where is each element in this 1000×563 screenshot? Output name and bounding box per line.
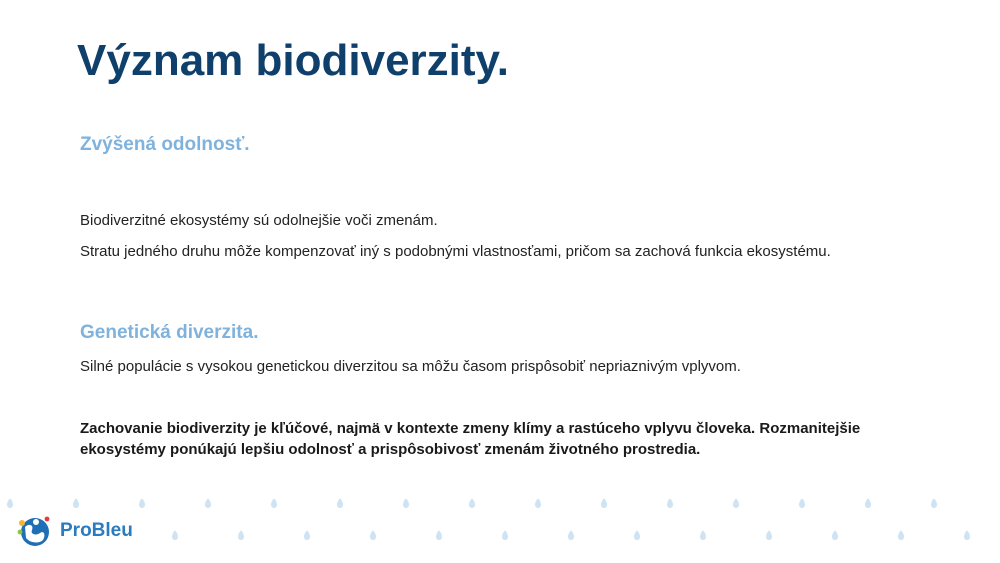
water-drop-icon: [634, 530, 640, 540]
water-drop-icon: [898, 530, 904, 540]
water-drop-icon: [469, 498, 475, 508]
water-drop-icon: [766, 530, 772, 540]
body-text: Stratu jedného druhu môže kompenzovať iný s podobnými vlastnosťami, pričom sa zachová funkcia ekosystému.: [80, 243, 831, 260]
water-drop-icon: [700, 530, 706, 540]
conclusion-text: Zachovanie biodiverzity je kľúčové, najmä v kontexte zmeny klímy a rastúceho vplyvu človeka. Rozmanitejšie ekosystémy ponúkajú lepšiu odolnosť a prispôsobivosť zmenám životného prostredia.: [80, 420, 861, 458]
water-drop-icon: [205, 498, 211, 508]
water-drop-icon: [172, 530, 178, 540]
water-drop-icon: [139, 498, 145, 508]
water-drop-icon: [337, 498, 343, 508]
globe-figure-icon: [16, 513, 54, 549]
water-drop-icon: [271, 498, 277, 508]
water-drop-icon: [733, 498, 739, 508]
water-drop-icon: [832, 530, 838, 540]
water-drop-icon: [238, 530, 244, 540]
water-drop-icon: [667, 498, 673, 508]
water-drop-icon: [535, 498, 541, 508]
water-drop-icon: [865, 498, 871, 508]
water-drop-icon: [799, 498, 805, 508]
water-drop-icon: [7, 498, 13, 508]
water-drop-icon: [370, 530, 376, 540]
water-drop-pattern: [0, 490, 1000, 550]
water-drop-icon: [73, 498, 79, 508]
water-drop-icon: [502, 530, 508, 540]
water-drop-icon: [568, 530, 574, 540]
water-drop-icon: [931, 498, 937, 508]
section-heading-resilience: Zvýšená odolnosť.: [80, 134, 250, 155]
water-drop-icon: [601, 498, 607, 508]
body-text: Biodiverzitné ekosystémy sú odolnejšie voči zmenám.: [80, 212, 438, 229]
water-drop-icon: [304, 530, 310, 540]
slide-title: Význam biodiverzity.: [77, 36, 509, 85]
water-drop-icon: [436, 530, 442, 540]
probleu-logo: [16, 513, 133, 549]
water-drop-icon: [403, 498, 409, 508]
logo-text: ProBleu: [60, 520, 133, 541]
section-heading-genetic-diversity: Genetická diverzita.: [80, 322, 259, 343]
body-text: Silné populácie s vysokou genetickou diverzitou sa môžu časom prispôsobiť nepriaznivým vplyvom.: [80, 358, 741, 375]
water-drop-icon: [964, 530, 970, 540]
